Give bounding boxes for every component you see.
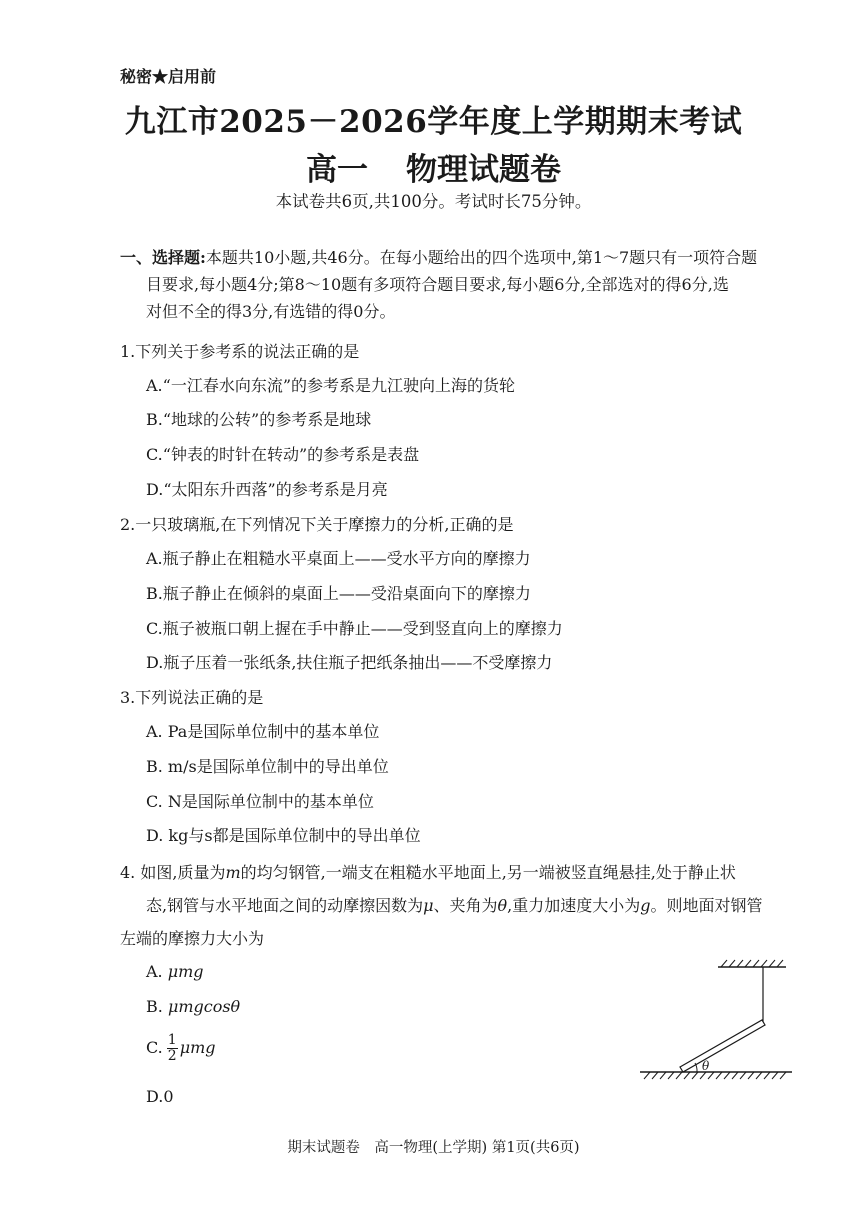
q4-symbol-theta: θ: [497, 896, 508, 915]
question-4-option-b: [146, 997, 240, 1016]
ceiling-hatch: [721, 960, 783, 967]
option-label: C.: [146, 1038, 163, 1057]
question-4-option-a: [146, 962, 204, 981]
question-2-option-c: C.瓶子被瓶口朝上握在手中静止——受到竖直向上的摩擦力: [146, 619, 563, 638]
option-formula: μmg: [179, 1038, 216, 1057]
question-4-option-c: [146, 1033, 216, 1064]
grade-label: 高一: [306, 152, 368, 188]
question-1-option-d: D.“太阳东升西落”的参考系是月亮: [146, 480, 388, 499]
exam-subtitle: [0, 144, 867, 189]
question-2-option-b: B.瓶子静止在倾斜的桌面上——受沿桌面向下的摩擦力: [146, 584, 531, 603]
question-1-option-a: A.“一江春水向东流”的参考系是九江驶向上海的货轮: [146, 376, 516, 395]
q4-text-part: 、夹角为: [433, 896, 498, 915]
q4-line-2: [120, 889, 810, 922]
q4-text-part: 态,钢管与水平地面之间的动摩擦因数为: [146, 896, 424, 915]
section-line-1: 本题共10小题,共46分。在每小题给出的四个选项中,第1～7题只有一项符合题: [205, 248, 758, 267]
fraction-one-half: [167, 1033, 178, 1064]
question-3-option-d: D. kg与s都是国际单位制中的导出单位: [146, 826, 421, 845]
question-4-option-d: D.0: [146, 1087, 174, 1106]
question-3-option-a: A. Pa是国际单位制中的基本单位: [146, 722, 380, 741]
q4-line-3: 左端的摩擦力大小为: [120, 929, 265, 948]
option-formula: μmg: [167, 962, 204, 981]
q4-symbol-m: m: [225, 863, 241, 882]
question-1-option-b: B.“地球的公转”的参考系是地球: [146, 410, 372, 429]
ground-hatch: [644, 1072, 786, 1079]
secret-mark: 秘密★启用前: [120, 67, 217, 86]
exam-intro: 本试卷共6页,共100分。考试时长75分钟。: [275, 192, 592, 211]
fraction-numerator: 1: [167, 1032, 177, 1048]
question-4-stem: [120, 856, 810, 955]
pipe-rope-figure: [636, 955, 796, 1085]
subject-label: 物理试题卷: [406, 152, 561, 188]
question-3-stem: 3.下列说法正确的是: [120, 688, 264, 707]
section-1-instructions: [120, 244, 810, 325]
angle-theta-label: θ: [702, 1059, 710, 1073]
question-3-option-c: C. N是国际单位制中的基本单位: [146, 792, 374, 811]
exam-title: 九江市2025－2026学年度上学期期末考试: [124, 104, 743, 140]
q4-symbol-mu: μ: [423, 896, 434, 915]
q4-text-part: 。则地面对钢管: [650, 896, 763, 915]
question-2-option-a: A.瓶子静止在粗糙水平桌面上——受水平方向的摩擦力: [146, 549, 531, 568]
section-line-3: 对但不全的得3分,有选错的得0分。: [146, 302, 396, 321]
q4-text-part: ,重力加速度大小为: [507, 896, 641, 915]
question-2-option-d: D.瓶子压着一张纸条,扶住瓶子把纸条抽出——不受摩擦力: [146, 653, 553, 672]
q4-text-part: 的均匀钢管,一端支在粗糙水平地面上,另一端被竖直绳悬挂,处于静止状: [240, 863, 736, 882]
question-3-option-b: B. m/s是国际单位制中的导出单位: [146, 757, 389, 776]
option-label: B.: [146, 997, 163, 1016]
q4-symbol-g: g: [640, 896, 651, 915]
section-head: 一、选择题:: [120, 248, 206, 267]
question-1-stem: 1.下列关于参考系的说法正确的是: [120, 342, 360, 361]
option-label: A.: [146, 962, 163, 981]
question-1-option-c: C.“钟表的时针在转动”的参考系是表盘: [146, 445, 420, 464]
q4-text-part: 4. 如图,质量为: [120, 863, 226, 882]
page-footer: 期末试题卷 高一物理(上学期) 第1页(共6页): [287, 1140, 580, 1156]
fraction-denominator: 2: [167, 1048, 177, 1064]
steel-pipe: [680, 1020, 765, 1072]
option-formula: μmgcosθ: [167, 997, 241, 1016]
question-2-stem: 2.一只玻璃瓶,在下列情况下关于摩擦力的分析,正确的是: [120, 515, 514, 534]
section-line-2: 目要求,每小题4分;第8～10题有多项符合题目要求,每小题6分,全部选对的得6分,选: [146, 275, 729, 294]
